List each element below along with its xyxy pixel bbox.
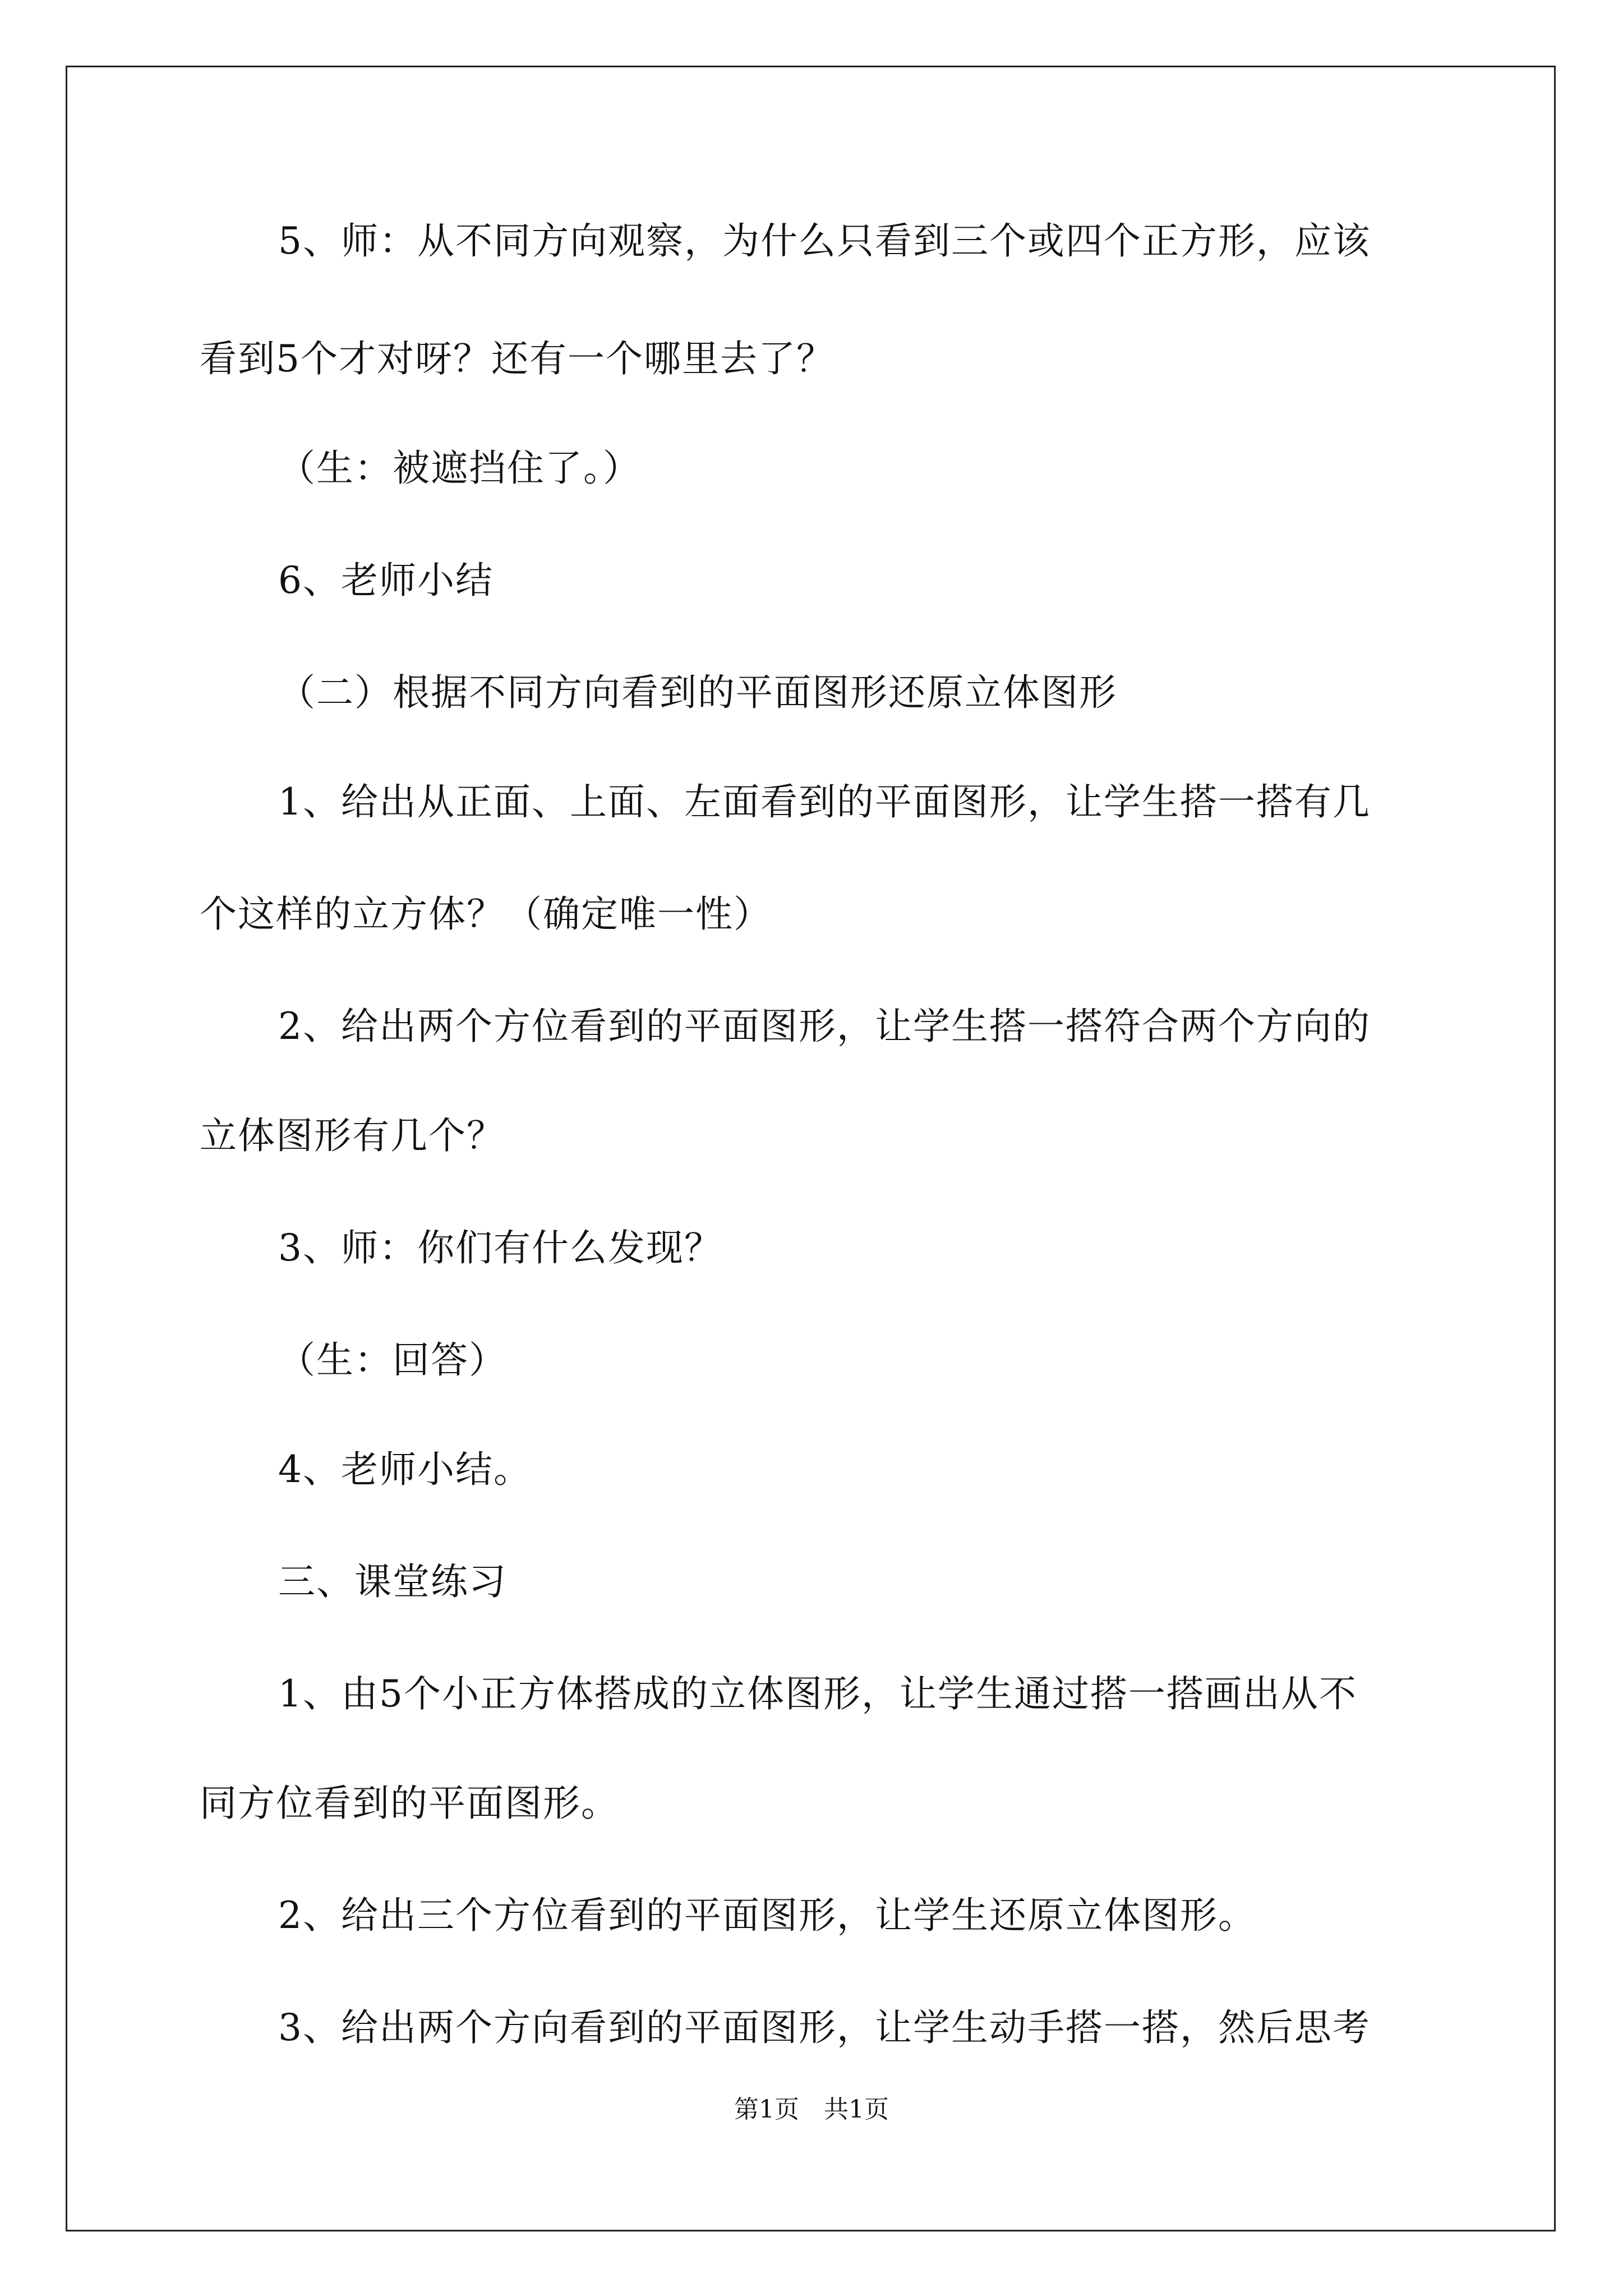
- paragraph-line: 5、师：从不同方向观察，为什么只看到三个或四个正方形，应该: [278, 219, 1371, 263]
- paragraph-line: 2、给出两个方位看到的平面图形，让学生搭一搭符合两个方向的: [278, 1005, 1371, 1048]
- paragraph-line: 三、课堂练习: [278, 1560, 507, 1603]
- paragraph-line: 个这样的立方体？（确定唯一性）: [200, 892, 772, 936]
- paragraph-line: 立体图形有几个？: [200, 1114, 505, 1157]
- paragraph-line: 2、给出三个方位看到的平面图形，让学生还原立体图形。: [278, 1894, 1256, 1937]
- paragraph-line: 同方位看到的平面图形。: [200, 1782, 619, 1825]
- paragraph-line: （生：回答）: [278, 1338, 507, 1382]
- paragraph-line: 3、师：你们有什么发现？: [278, 1226, 722, 1269]
- paragraph-line: （生：被遮挡住了。）: [278, 447, 641, 490]
- page-footer: 第1页 共1页: [734, 2095, 889, 2124]
- paragraph-line: 4、老师小结。: [278, 1448, 532, 1491]
- paragraph-line: 3、给出两个方向看到的平面图形，让学生动手搭一搭，然后思考: [278, 2006, 1371, 2049]
- paragraph-line: 6、老师小结: [278, 559, 494, 602]
- paragraph-line: 看到5个才对呀？还有一个哪里去了？: [200, 337, 834, 380]
- paragraph-line: （二）根据不同方向看到的平面图形还原立体图形: [278, 671, 1117, 714]
- paragraph-line: 1、由5个小正方体搭成的立体图形，让学生通过搭一搭画出从不: [278, 1672, 1357, 1715]
- paragraph-line: 1、给出从正面、上面、左面看到的平面图形，让学生搭一搭有几: [278, 780, 1371, 823]
